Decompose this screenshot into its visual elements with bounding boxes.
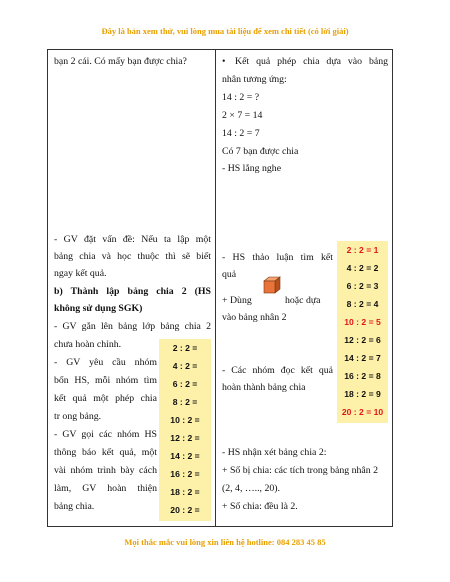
bullet-marker: • bbox=[222, 56, 226, 67]
card-row: 2 : 2 = 1 bbox=[346, 245, 379, 255]
complete-division-card bbox=[337, 241, 388, 423]
groups-line-2: hoàn thành bảng chia bbox=[222, 382, 306, 393]
header-notice: Đây là bản xem thử, vui lòng mua tài liệu để xem chi tiết (có lời giải) bbox=[101, 26, 349, 36]
step-line-1: - GV gắn lên bảng lớp bảng chia 2 bbox=[54, 321, 211, 332]
discuss-line-1: - HS thảo luận tìm kết bbox=[222, 252, 333, 263]
remark-line-3: (2, 4, ….., 20). bbox=[222, 483, 280, 494]
step-line-7: - GV gọi các nhóm HS bbox=[54, 429, 157, 440]
left-top-line: bạn 2 cái. Có mấy bạn được chia? bbox=[54, 56, 187, 67]
step-line-11: bảng chia. bbox=[54, 501, 95, 512]
remark-line-2: + Số bị chia: các tích trong bảng nhân 2 bbox=[222, 465, 378, 476]
card-row: 20 : 2 = 10 bbox=[341, 407, 384, 417]
lesson-table bbox=[47, 49, 393, 527]
step-line-2: chưa hoàn chỉnh. bbox=[54, 339, 122, 350]
card-row: 10 : 2 = bbox=[170, 415, 200, 425]
card-row: 2 : 2 = bbox=[172, 343, 198, 353]
right-bullet-text: Kết quả phép chia dựa vào bảng bbox=[235, 56, 388, 67]
column-divider bbox=[215, 50, 216, 526]
card-row: 16 : 2 = bbox=[170, 469, 200, 479]
orange-cube-icon bbox=[263, 276, 281, 294]
card-row: 12 : 2 = 6 bbox=[344, 335, 381, 345]
remark-line-1: - HS nhận xét bảng chia 2: bbox=[222, 447, 327, 458]
card-row: 4 : 2 = 2 bbox=[346, 263, 379, 273]
right-line-4: 14 : 2 = 7 bbox=[222, 128, 260, 139]
card-row: 10 : 2 = 5 bbox=[344, 317, 381, 327]
groups-line-1: - Các nhóm đọc kết quả bbox=[222, 365, 333, 376]
use-suffix: hoặc dựa bbox=[285, 295, 321, 306]
use-prefix: + Dùng bbox=[222, 295, 252, 306]
step-line-6: tr ong bảng. bbox=[54, 411, 102, 422]
card-row: 4 : 2 = bbox=[172, 361, 198, 371]
card-row: 8 : 2 = bbox=[172, 397, 198, 407]
step-line-10: làm, GV hoàn thiện bbox=[54, 483, 157, 494]
card-row: 18 : 2 = bbox=[170, 487, 200, 497]
card-row: 8 : 2 = 4 bbox=[346, 299, 379, 309]
card-row: 6 : 2 = 3 bbox=[346, 281, 379, 291]
right-line-3: 2 × 7 = 14 bbox=[222, 110, 263, 121]
right-line-2: 14 : 2 = ? bbox=[222, 92, 260, 103]
step-line-3: - GV yêu cầu nhóm bbox=[54, 357, 157, 368]
right-line-1: nhân tương ứng: bbox=[222, 74, 287, 85]
step-line-8: thông báo kết quả, một bbox=[54, 447, 157, 458]
remark-line-4: + Số chia: đều là 2. bbox=[222, 501, 298, 512]
left-intro-line-3: ngay kết quả. bbox=[54, 268, 107, 279]
card-row: 16 : 2 = 8 bbox=[344, 371, 381, 381]
card-row: 6 : 2 = bbox=[172, 379, 198, 389]
left-intro-line-1: - GV đặt vấn đề: Nếu ta lập một bbox=[54, 234, 211, 245]
use-line-2: vào bảng nhân 2 bbox=[222, 312, 287, 323]
step-line-9: vài nhóm trình bày cách bbox=[54, 465, 157, 476]
left-intro-line-2: bảng chia và học thuộc thì sẽ biết bbox=[54, 251, 211, 262]
section-title-line-1: b) Thành lập bảng chia 2 (HS bbox=[54, 286, 211, 297]
discuss-line-2: quả bbox=[222, 269, 237, 280]
card-row: 12 : 2 = bbox=[170, 433, 200, 443]
right-line-5: Có 7 bạn được chia bbox=[222, 146, 299, 157]
incomplete-division-card bbox=[159, 339, 211, 521]
step-line-5: kết quả một phép chia bbox=[54, 393, 157, 404]
step-line-4: bốn HS, mỗi nhóm tìm bbox=[54, 375, 157, 386]
card-row: 18 : 2 = 9 bbox=[344, 389, 381, 399]
footer-notice: Mọi thắc mắc vui lòng xin liên hệ hotline: 084 283 45 85 bbox=[124, 537, 326, 547]
card-row: 20 : 2 = bbox=[170, 505, 200, 515]
card-row: 14 : 2 = bbox=[170, 451, 200, 461]
right-line-6: - HS lắng nghe bbox=[222, 163, 282, 174]
section-title-line-2: không sử dụng SGK) bbox=[54, 303, 143, 314]
card-row: 14 : 2 = 7 bbox=[344, 353, 381, 363]
